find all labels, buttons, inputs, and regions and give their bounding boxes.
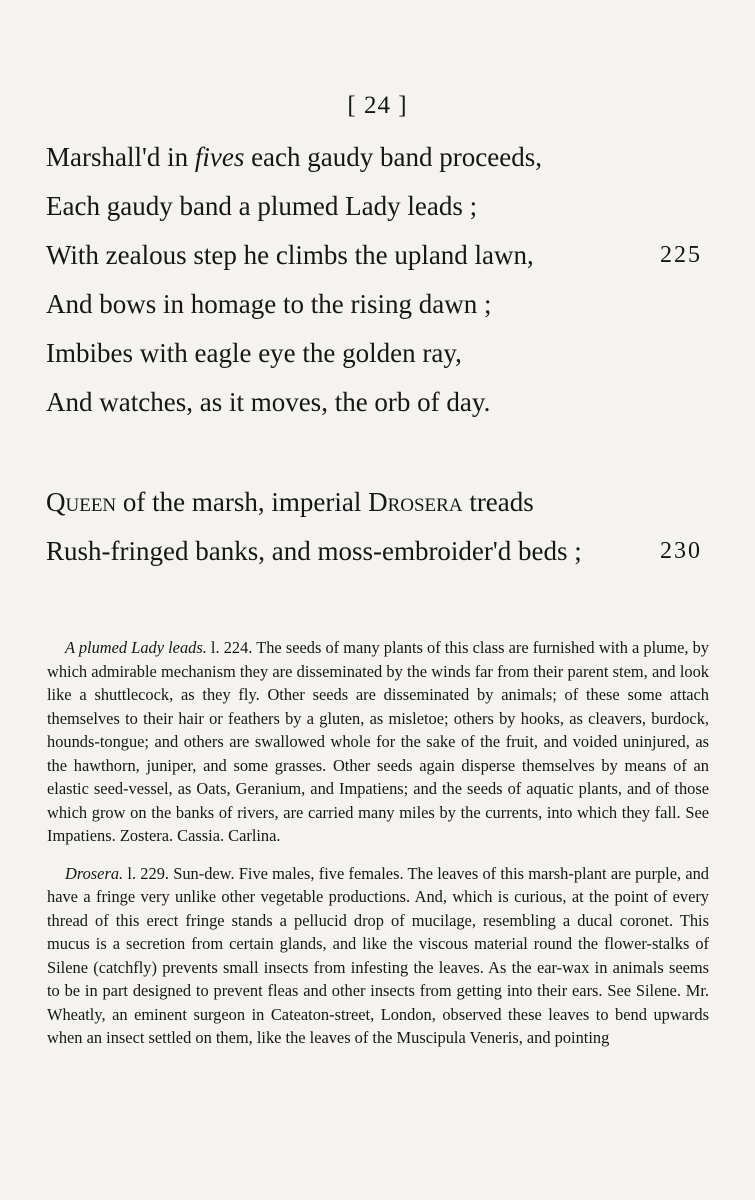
verse-text: fives [194, 142, 245, 172]
footnotes [47, 636, 709, 1050]
verse-text: of the marsh, imperial [116, 487, 369, 517]
verse-line [46, 231, 716, 280]
line-number: 230 [660, 538, 702, 564]
verse-stanza-1 [46, 133, 716, 427]
verse-text: each gaudy band proceeds, [244, 142, 542, 172]
verse-line [46, 280, 716, 329]
verse-line [46, 378, 716, 427]
verse-text: Marshall'd in [46, 142, 195, 172]
footnote-text: l. 224. The seeds of many plants of this class are furnished with a plume, by which admirable mechanism they are disseminated by the winds far from their parent stem, and look like a shuttlecock, as they fly. Other seeds are disseminated by animals; of these some attach themselves to their hair or feathers by a gluten, as misletoe; others by hooks, as cleavers, burdock, hounds-tongue; and others are swallowed whole for the sake of the fruit, and voided uninjured, as the hawthorn, juniper, and some grasses. Other seeds again disperse themselves by means of an elastic seed-vessel, as Oats, Geranium, and Impatiens; and the seeds of aquatic plants, and of those which grow on the banks of rivers, are carried many miles by the currents, into which they fall. See Impatiens. Zostera. Cassia. Carlina. [47, 638, 709, 845]
verse-text: Drosera [368, 487, 463, 517]
verse-text: Imbibes with eagle eye the golden ray, [46, 338, 462, 368]
verse-text: And watches, as it moves, the orb of day. [46, 387, 491, 417]
verse-text: Each gaudy band a plumed Lady leads ; [46, 191, 478, 221]
verse-text: With zealous step he climbs the upland lawn, [46, 240, 534, 270]
footnote-drosera [47, 862, 709, 1050]
footnote-lead: A plumed Lady leads. [65, 638, 207, 657]
page-number: [ 24 ] [347, 92, 408, 119]
verse-line [46, 133, 716, 182]
line-number: 225 [660, 242, 702, 268]
verse-line [46, 329, 716, 378]
footnote-plumed-lady [47, 636, 709, 848]
verse-text: Queen [46, 487, 117, 517]
verse-text: Rush-fringed banks, and moss-embroider'd beds ; [46, 536, 582, 566]
verse-text: treads [462, 487, 534, 517]
verse-text: And bows in homage to the rising dawn ; [46, 289, 492, 319]
verse-line [46, 527, 716, 576]
verse-stanza-2 [46, 478, 716, 576]
verse-line [46, 478, 716, 527]
footnote-lead: Drosera. [65, 863, 124, 883]
footnote-text: l. 229. Sun-dew. Five males, five females. The leaves of this marsh-plant are purple, and have a fringe very unlike other vegetable productions. And, which is curious, at the point of every thread of this erect fringe stands a pellucid drop of mucilage, resembling a ducal coronet. This mucus is a secretion from certain glands, and like the viscous material round the flower-stalks of Silene (catchfly) prevents small insects from infesting the leaves. As the ear-wax in animals seems to be in part designed to prevent fleas and other insects from getting into their ears. See Silene. Mr. Wheatly, an eminent surgeon in Cateaton-street, London, observed these leaves to bend upwards when an insect settled on them, like the leaves of the Muscipula Veneris, and pointing [47, 863, 709, 1047]
verse-line [46, 182, 716, 231]
